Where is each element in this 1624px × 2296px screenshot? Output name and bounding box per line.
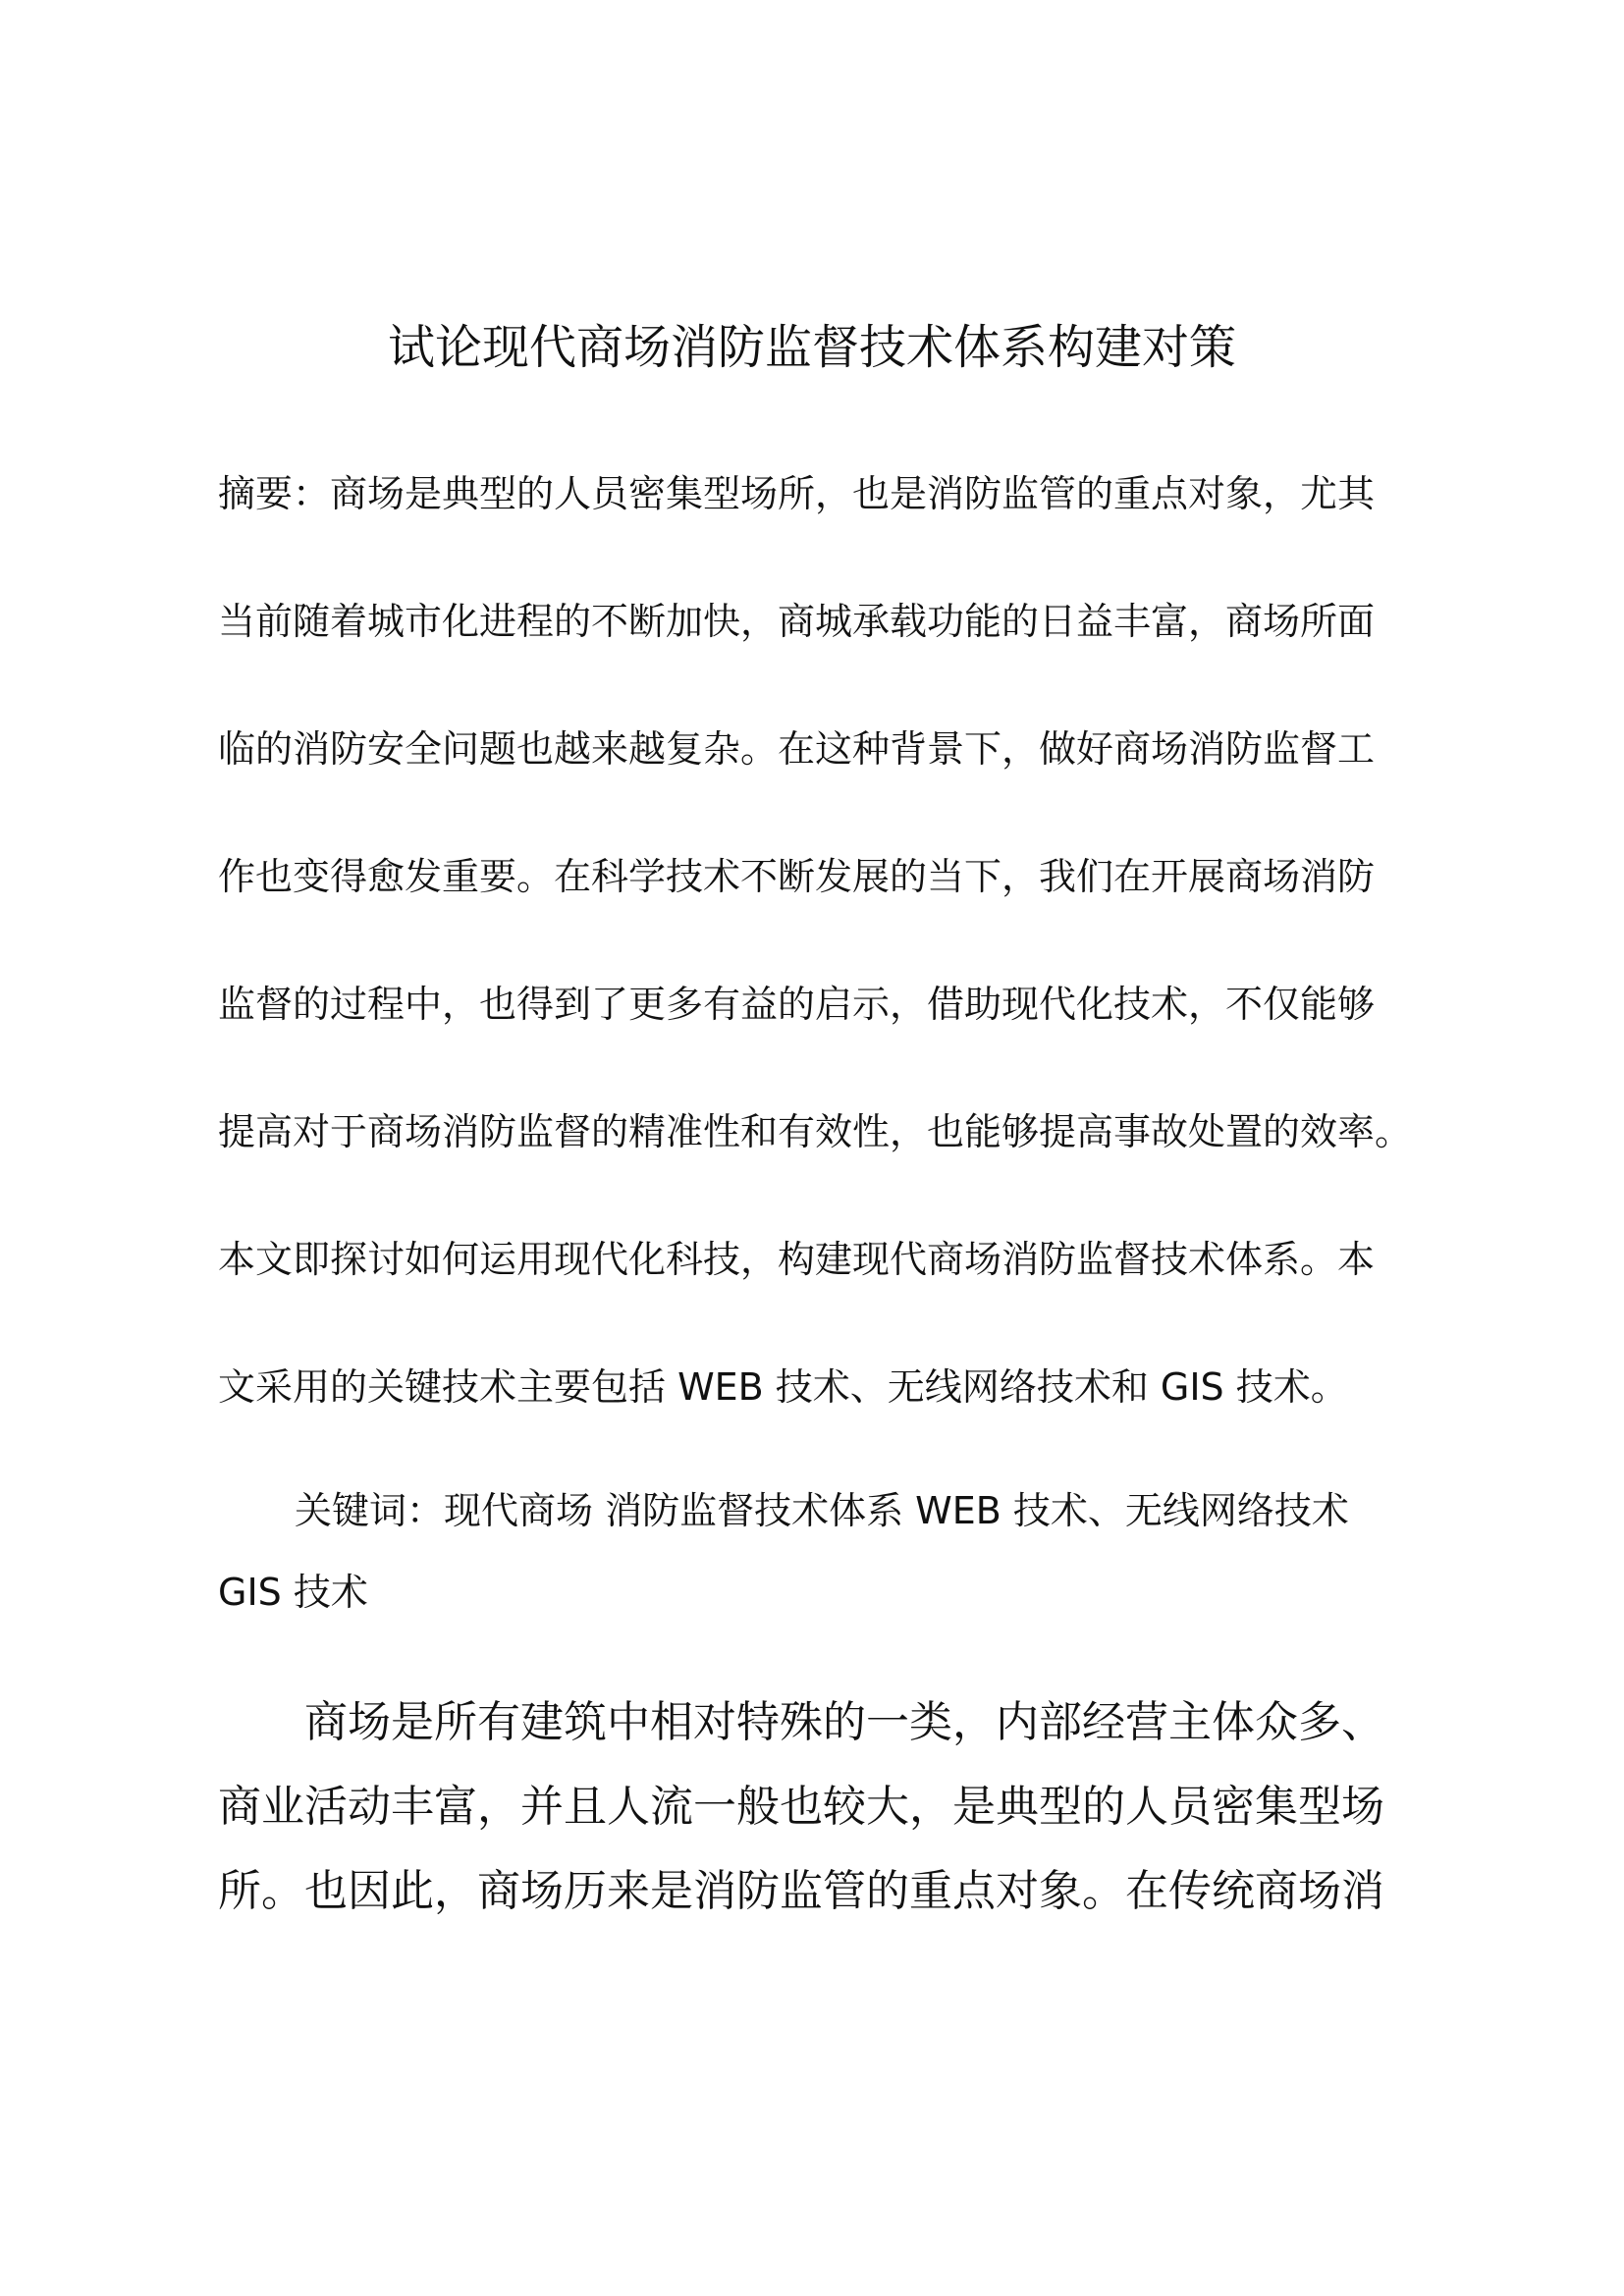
abstract-line-3: 临的消防安全问题也越来越复杂。在这种背景下，做好商场消防监督工 [218, 727, 1376, 771]
document-title: 试论现代商场消防监督技术体系构建对策 [387, 320, 1236, 375]
body-line-1: 商场是所有建筑中相对特殊的一类，内部经营主体众多、 [304, 1697, 1384, 1747]
abstract-line-6: 提高对于商场消防监督的精准性和有效性，也能够提高事故处置的效率。 [218, 1110, 1413, 1153]
abstract-line-2: 当前随着城市化进程的不断加快，商城承载功能的日益丰富，商场所面 [218, 600, 1376, 643]
abstract-line-1: 摘要：商场是典型的人员密集型场所，也是消防监管的重点对象，尤其 [218, 472, 1376, 515]
abstract-line-8: 文采用的关键技术主要包括 WEB 技术、无线网络技术和 GIS 技术。 [218, 1365, 1348, 1409]
abstract-line-7: 本文即探讨如何运用现代化科技，构建现代商场消防监督技术体系。本 [218, 1238, 1376, 1281]
abstract-line-4: 作也变得愈发重要。在科学技术不断发展的当下，我们在开展商场消防 [218, 855, 1376, 898]
abstract-line-5: 监督的过程中，也得到了更多有益的启示，借助现代化技术，不仅能够 [218, 983, 1376, 1026]
body-line-3: 所。也因此，商场历来是消防监管的重点对象。在传统商场消 [218, 1866, 1384, 1916]
keywords-line-2: GIS 技术 [218, 1571, 368, 1614]
keywords-line-1: 关键词：现代商场 消防监督技术体系 WEB 技术、无线网络技术 [295, 1489, 1349, 1532]
body-line-2: 商业活动丰富，并且人流一般也较大，是典型的人员密集型场 [218, 1782, 1384, 1832]
